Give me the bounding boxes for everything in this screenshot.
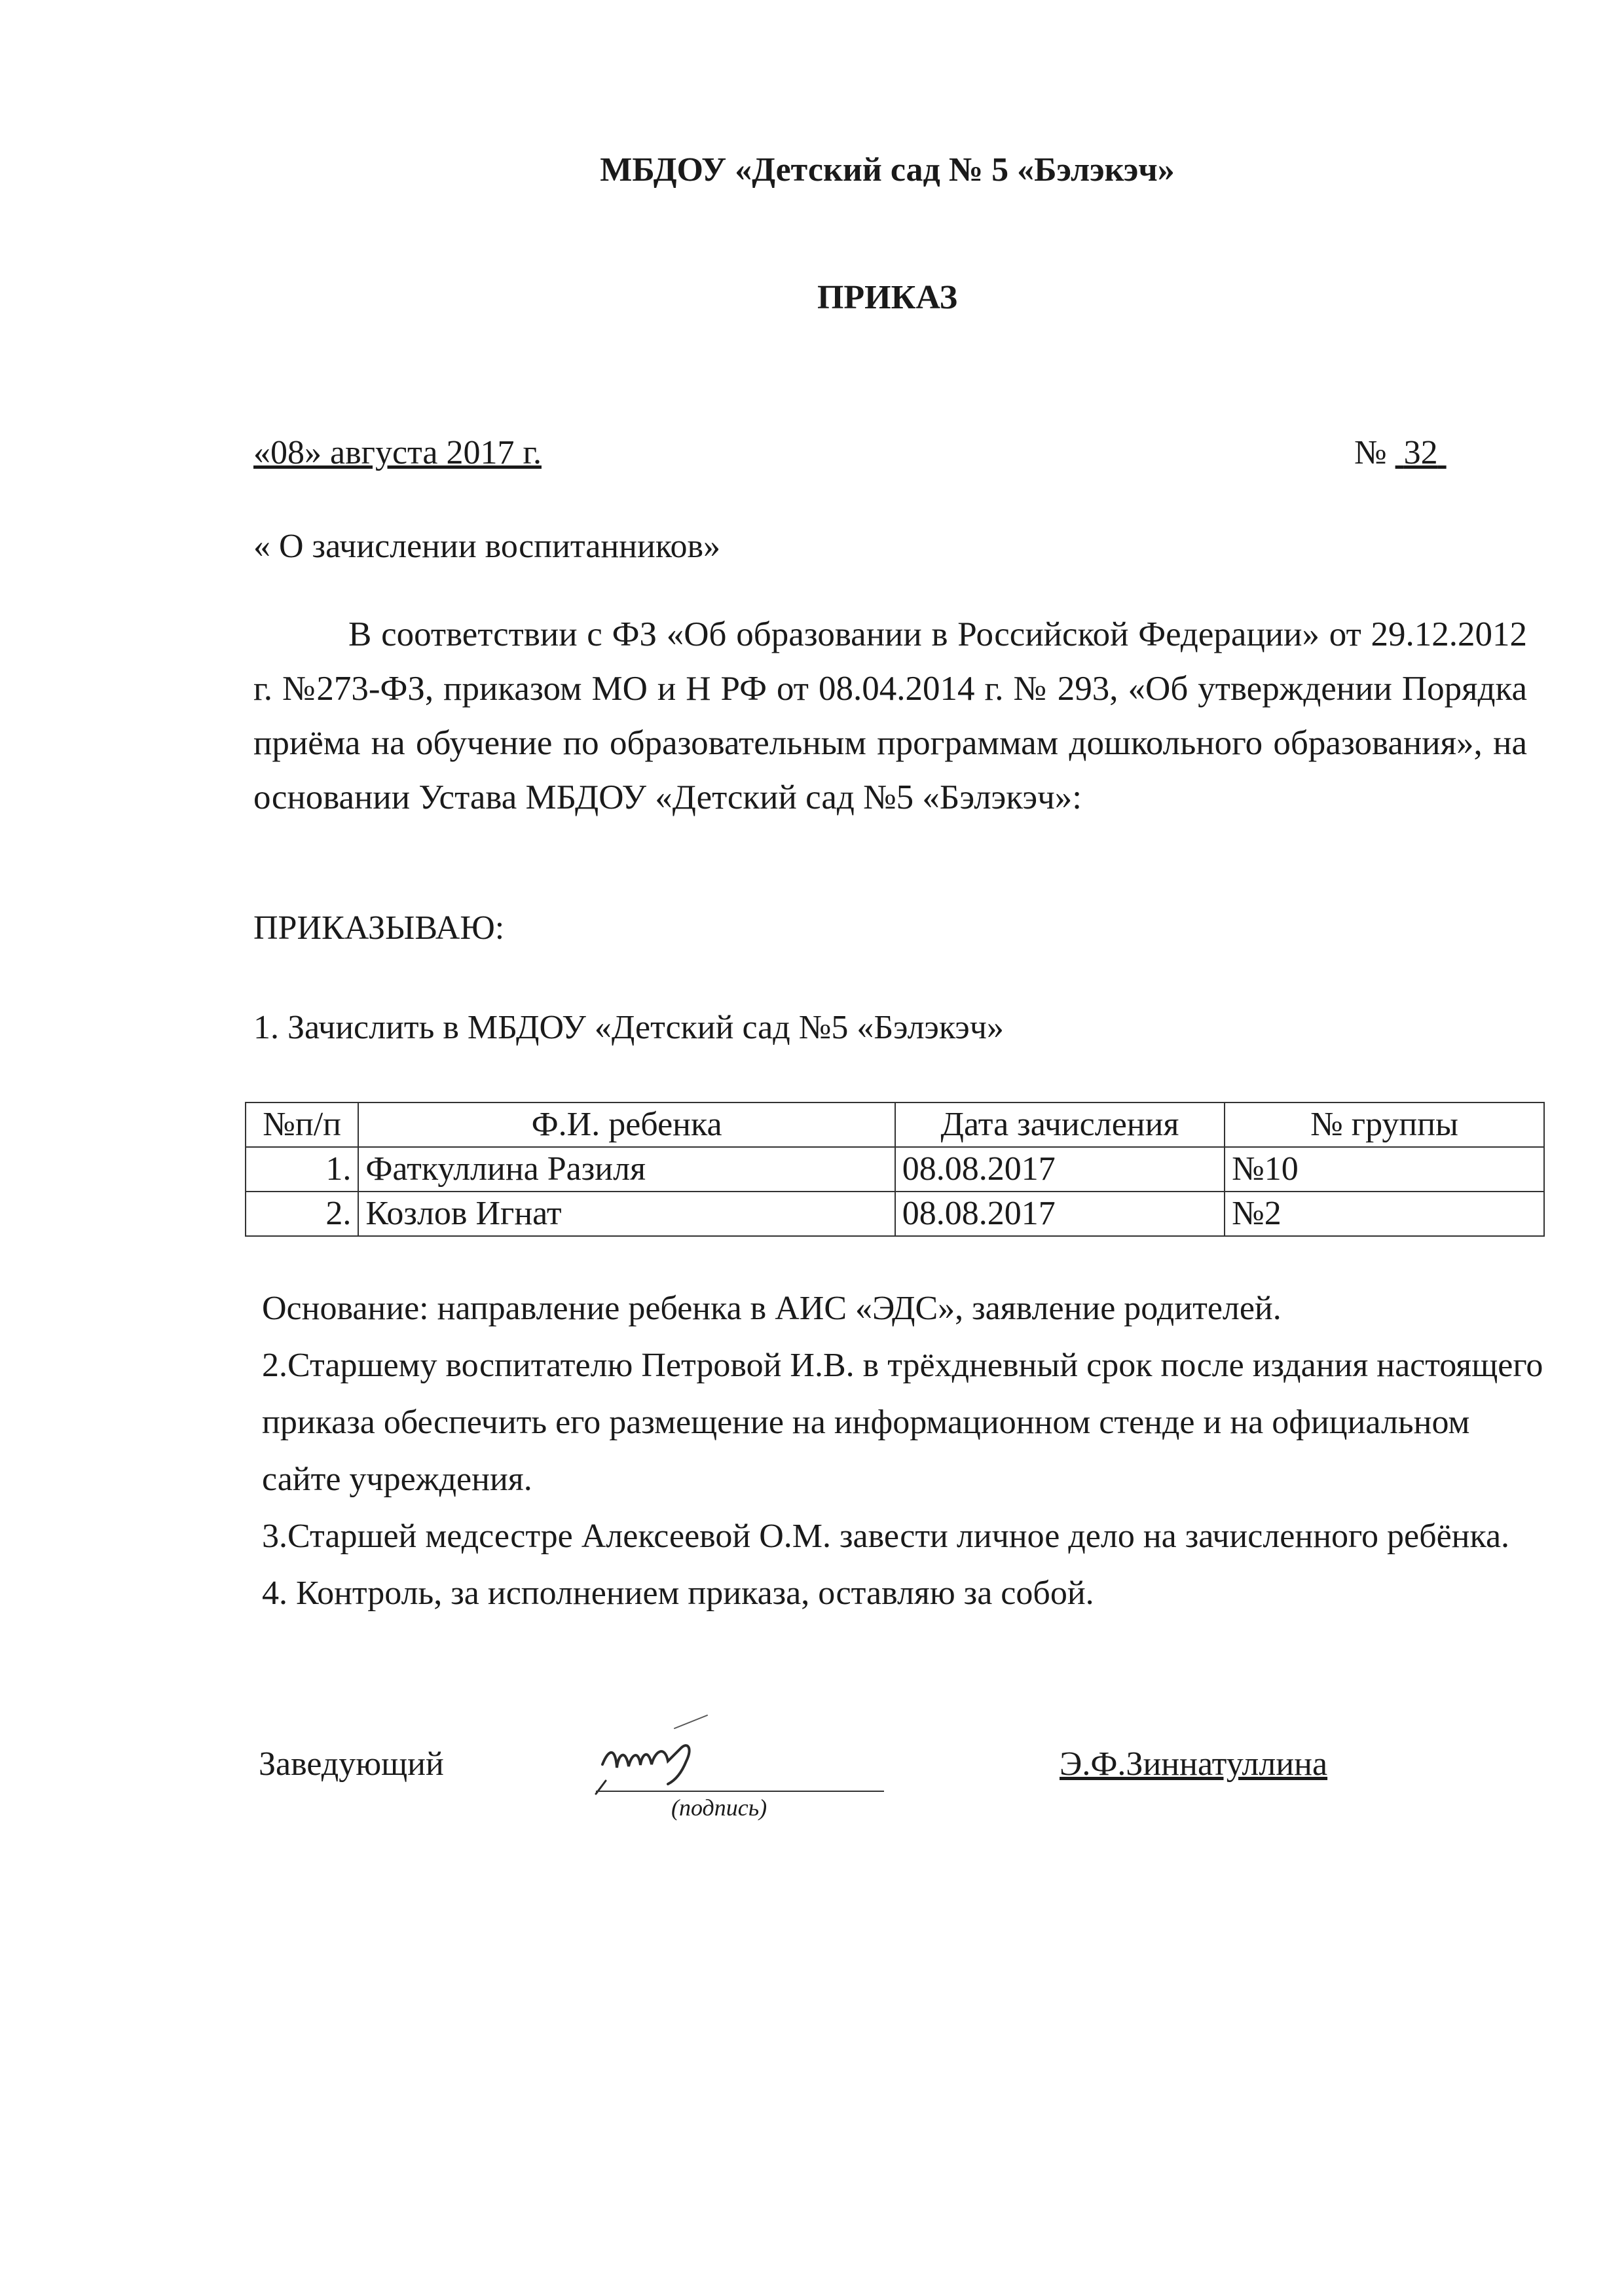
signature-caption: (подпись) (671, 1795, 767, 1821)
document-title: ПРИКАЗ (817, 279, 958, 316)
order-date-text: «08» августа 2017 г. (253, 434, 542, 471)
header-number: №п/п (246, 1102, 358, 1147)
row-enrollment-date: 08.08.2017 (895, 1192, 1225, 1236)
order-date (253, 433, 542, 472)
header-child-name: Ф.И. ребенка (358, 1102, 895, 1147)
item2-paragraph: 2.Старшему воспитателю Петровой И.В. в трёхдневный срок после издания настоящего приказа обеспечить его размещение на информационном стенде и на официальном сайте учреждения. (262, 1347, 1543, 1498)
order-number-label: № (1354, 434, 1387, 471)
order-number (1354, 433, 1447, 472)
row-number: 2. (246, 1192, 358, 1236)
table-header-row (246, 1102, 1544, 1147)
order-number-value: 32 (1403, 434, 1438, 471)
order-items (262, 1280, 1545, 1622)
signature-line (596, 1791, 884, 1792)
table-row (246, 1147, 1544, 1192)
organization-title: МБДОУ «Детский сад № 5 «Бэлэкэч» (600, 151, 1175, 189)
order-keyword: ПРИКАЗЫВАЮ: (253, 909, 505, 947)
header-enrollment-date: Дата зачисления (895, 1102, 1225, 1147)
item4-paragraph: 4. Контроль, за исполнением приказа, оставляю за собой. (262, 1575, 1094, 1612)
row-group: №2 (1225, 1192, 1544, 1236)
row-child-name: Фаткуллина Разиля (358, 1147, 895, 1192)
basis-paragraph: Основание: направление ребенка в АИС «ЭДС», заявление родителей. (262, 1290, 1282, 1327)
row-group: №10 (1225, 1147, 1544, 1192)
row-number: 1. (246, 1147, 358, 1192)
order-subject: « О зачислении воспитанников» (253, 528, 720, 565)
row-child-name: Козлов Игнат (358, 1192, 895, 1236)
enrollment-item: 1. Зачислить в МБДОУ «Детский сад №5 «Бэлэкэч» (253, 1009, 1004, 1046)
enrollment-table (245, 1102, 1545, 1237)
table-row (246, 1192, 1544, 1236)
signer-role: Заведующий (259, 1745, 444, 1783)
item3-paragraph: 3.Старшей медсестре Алексеевой О.М. завести личное дело на зачисленного ребёнка. (262, 1518, 1510, 1555)
row-enrollment-date: 08.08.2017 (895, 1147, 1225, 1192)
header-group: № группы (1225, 1102, 1544, 1147)
preamble-paragraph: В соответствии с ФЗ «Об образовании в Российской Федерации» от 29.12.2012 г. №273-ФЗ, приказом МО и Н РФ от 08.04.2014 г. № 293, «Об утверждении Порядка приёма на обучение по образовательным программам дошкольного образования», на основании Устава МБДОУ «Детский сад №5 «Бэлэкэч»: (253, 615, 1527, 816)
signer-name: Э.Ф.Зиннатуллина (1060, 1745, 1328, 1783)
